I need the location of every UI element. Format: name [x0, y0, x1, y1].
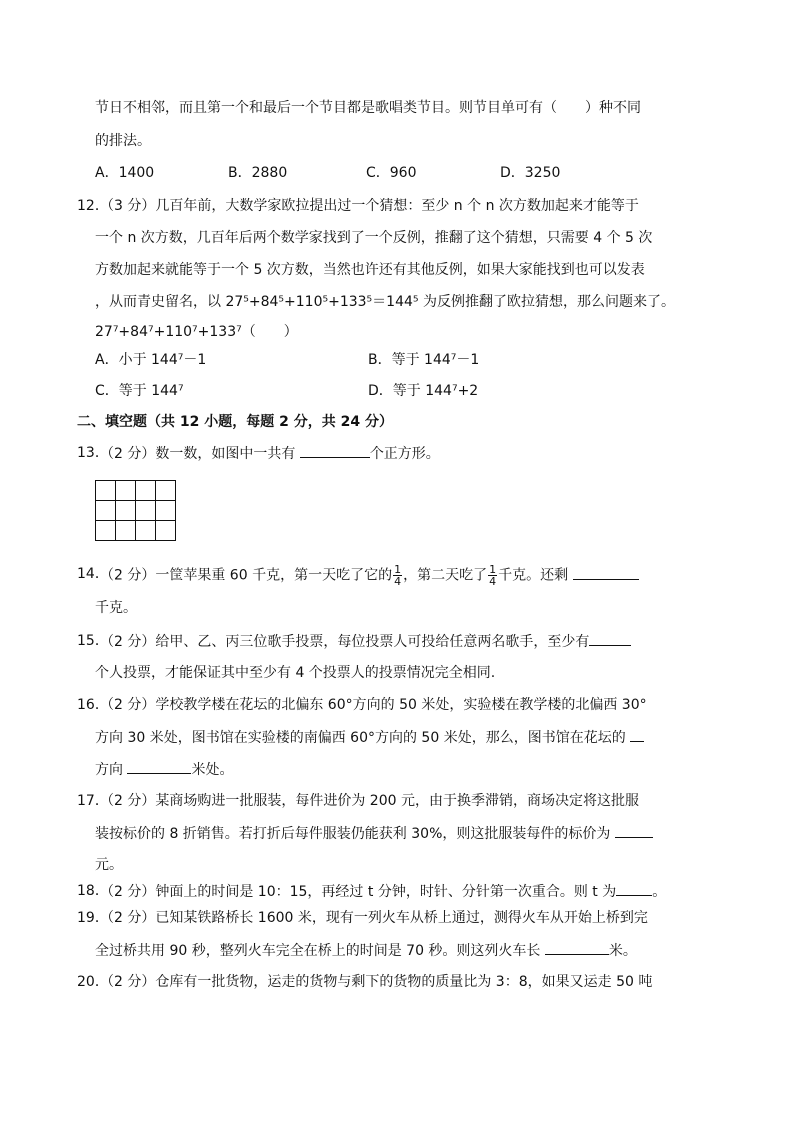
q18-answer-blank — [616, 881, 652, 896]
q14-part1: （2 分）一筐苹果重 60 千克，第一天吃了它的 — [100, 567, 393, 584]
q17-number: 17． — [77, 793, 109, 809]
q15-line2: 个人投票，才能保证其中至少有 4 个投票人的投票情况完全相同. — [95, 665, 496, 681]
q13-text-before: （2 分）数一数，如图中一共有 — [100, 446, 300, 462]
q12-line5: 27⁷+84⁷+110⁷+133⁷（ ） — [95, 324, 298, 340]
q14-number: 14． — [77, 566, 109, 582]
q14-line1 — [100, 564, 639, 587]
q12-option-b: B．等于 144⁷－1 — [368, 352, 480, 368]
q12-line4 — [95, 292, 675, 312]
q12-line4-prefix: ，从而青史留名，以 — [95, 294, 226, 310]
q19-line1: （2 分）已知某铁路桥长 1600 米，现有一列火车从桥上通过，测得火车从开始上桥到完 — [100, 910, 648, 926]
q14-frac2-denominator: 4 — [489, 575, 497, 588]
q13-text — [100, 443, 440, 464]
q11-option-a: A．1400 — [95, 165, 155, 181]
q11-line2: 的排法。 — [95, 133, 151, 149]
q12-number: 12． — [77, 198, 109, 214]
q19-line2-wrap — [95, 940, 637, 961]
q20-line1: （2 分）仓库有一批货物，运走的货物与剩下的货物的质量比为 3：8，如果又运走 50 吨 — [100, 974, 653, 990]
q20-number: 20． — [77, 974, 109, 990]
q14-part2: ，第二天吃了 — [403, 567, 488, 584]
squares-grid-figure — [95, 480, 177, 542]
q18-line1-wrap — [100, 881, 666, 902]
q14-frac2-numerator: 1 — [489, 563, 497, 576]
q16-line3-a: 方向 — [95, 762, 128, 778]
q16-direction-blank — [630, 727, 644, 742]
q12-formula: 27⁵+84⁵+110⁵+133⁵＝144⁵ — [225, 294, 419, 310]
q19-number: 19． — [77, 910, 109, 926]
q11-option-c: C．960 — [366, 165, 417, 181]
q11-option-b: B．2880 — [228, 165, 288, 181]
q12-line3: 方数加起来就能等于一个 5 次方数，当然也许还有其他反例，如果大家能找到也可以发表 — [95, 262, 645, 278]
q12-option-a: A．小于 144⁷－1 — [95, 352, 207, 368]
section-title: 二、填空题（共 12 小题，每题 2 分，共 24 分） — [77, 414, 393, 430]
q15-line1-wrap — [100, 631, 631, 652]
q15-line1: （2 分）给甲、乙、丙三位歌手投票，每位投票人可投给任意两名歌手，至少有 — [100, 634, 590, 650]
q16-line2-wrap — [95, 727, 644, 748]
q17-line1: （2 分）某商场购进一批服装，每件进价为 200 元，由于换季滞销，商场决定将这批服 — [100, 793, 639, 809]
q16-line2: 方向 30 米处，图书馆在实验楼的南偏西 60°方向的 50 米处，那么，图书馆在花坛的 — [95, 730, 631, 746]
q14-frac1-denominator: 4 — [394, 575, 402, 588]
q12-line1: （3 分）几百年前，大数学家欧拉提出过一个猜想：至少 n 个 n 次方数加起来才能等于 — [100, 198, 639, 214]
q14-fraction-1 — [393, 564, 402, 587]
q12-line4-suffix: 为反例推翻了欧拉猜想，那么问题来了。 — [418, 294, 675, 310]
q11-line1: 节日不相邻，而且第一个和最后一个节目都是歌唱类节目。则节目单可有（ ）种不同 — [95, 100, 641, 116]
q12-option-c: C．等于 144⁷ — [95, 383, 184, 399]
q19-line2-end: 米。 — [608, 943, 637, 959]
q17-line2: 装按标价的 8 折销售。若打折后每件服装仍能获利 30%，则这批服装每件的标价为 — [95, 826, 615, 842]
q18-number: 18． — [77, 883, 109, 899]
q16-distance-blank — [127, 759, 191, 774]
q13-number: 13． — [77, 445, 109, 461]
q13-text-after: 个正方形。 — [369, 446, 440, 462]
q12-line2: 一个 n 次方数，几百年后两个数学家找到了一个反例，推翻了这个猜想，只需要 4 个 5 次 — [95, 230, 653, 246]
q13-answer-blank — [300, 443, 370, 458]
q15-answer-blank — [589, 631, 631, 646]
q19-answer-blank — [545, 940, 609, 955]
q16-line3-b: 米处。 — [191, 762, 234, 778]
q15-number: 15． — [77, 633, 109, 649]
q11-option-d: D．3250 — [500, 165, 561, 181]
q14-line2: 千克。 — [95, 600, 137, 616]
q14-frac1-numerator: 1 — [394, 563, 402, 576]
q14-part3: 千克。还剩 — [498, 567, 573, 584]
q18-end: 。 — [652, 884, 667, 900]
q14-fraction-2 — [488, 564, 497, 587]
q12-option-d: D．等于 144⁷+2 — [368, 383, 479, 399]
q17-line2-wrap — [95, 823, 653, 844]
q18-line1: （2 分）钟面上的时间是 10：15，再经过 t 分钟，时针、分针第一次重合。则 t 为 — [100, 884, 617, 900]
q16-number: 16． — [77, 697, 109, 713]
q16-line3 — [95, 759, 233, 780]
q16-line1: （2 分）学校教学楼在花坛的北偏东 60°方向的 50 米处，实验楼在教学楼的北偏西 30° — [100, 697, 647, 713]
q17-line3: 元。 — [95, 857, 123, 873]
q14-answer-blank — [573, 565, 639, 580]
q17-answer-blank — [615, 823, 653, 838]
q19-line2: 全过桥共用 90 秒，整列火车完全在桥上的时间是 70 秒。则这列火车长 — [95, 943, 545, 959]
